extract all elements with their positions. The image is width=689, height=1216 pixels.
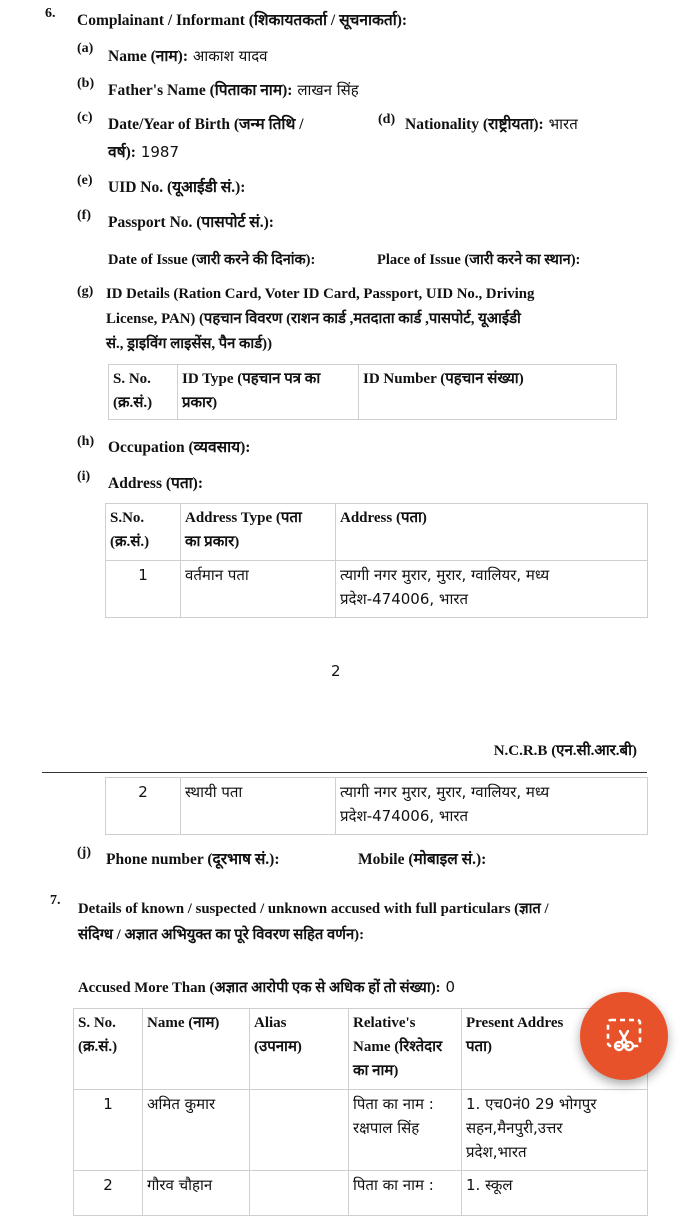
nationality-value: भारत <box>548 115 578 133</box>
accused-relative-line1: पिता का नाम : <box>353 1176 434 1194</box>
dob-value: 1987 <box>140 143 180 161</box>
address-type: वर्तमान पता <box>181 561 336 618</box>
id-details-line2: License, PAN) (पहचान विवरण (राशन कार्ड ,मतदाता कार्ड ,पासपोर्ट, यूआईडी <box>106 311 521 327</box>
th-sno: S. No. <box>78 1015 116 1031</box>
accused-relative-line1: पिता का नाम : <box>353 1095 434 1113</box>
passport-label: Passport No. (पासपोर्ट सं.): <box>108 214 274 231</box>
name-label: Name (नाम): <box>108 48 188 65</box>
section-7-number: 7. <box>50 893 61 908</box>
table-row <box>74 1090 648 1171</box>
section-7-title-line2: संदिग्ध / अज्ञात अभियुक्त का पूरे विवरण सहित वर्णन): <box>78 927 365 943</box>
item-g-marker: (g) <box>77 284 94 299</box>
th-id-type: ID Type (पहचान पत्र का <box>182 371 321 387</box>
th-relative-name: Relative's <box>353 1015 416 1031</box>
table-row <box>106 778 648 835</box>
address-line1: त्यागी नगर मुरार, मुरार, ग्वालियर, मध्य <box>340 566 550 584</box>
id-details-line3: सं., ड्राइविंग लाइसेंस, पैन कार्ड)) <box>106 336 273 352</box>
item-c-marker: (c) <box>77 110 93 125</box>
table-row <box>106 561 648 618</box>
accused-sno: 1 <box>74 1090 143 1171</box>
table-row <box>74 1171 648 1216</box>
item-d-marker: (d) <box>378 112 396 127</box>
address-line1: त्यागी नगर मुरार, मुरार, ग्वालियर, मध्य <box>340 783 550 801</box>
header-divider <box>42 772 647 773</box>
th-address-type: Address Type (पता <box>185 510 302 526</box>
ncrb-header: N.C.R.B (एन.सी.आर.बी) <box>493 743 637 759</box>
mobile-label: Mobile (मोबाइल सं.): <box>358 851 487 868</box>
accused-address-line1: 1. एच0नं0 29 भोगपुर <box>466 1095 597 1113</box>
th-address: Address (पता) <box>340 510 427 526</box>
address-line2: प्रदेश-474006, भारत <box>340 590 469 608</box>
table-header-row: S. No. (क्र.सं.) ID Type (पहचान पत्र का प्रकार) ID Number (पहचान संख्या) <box>109 365 617 420</box>
accused-alias <box>250 1090 349 1171</box>
name-value: आकाश यादव <box>192 47 268 65</box>
item-a-marker: (a) <box>77 41 94 56</box>
address-sno: 2 <box>106 778 181 835</box>
accused-table <box>73 1008 648 1216</box>
address-line2: प्रदेश-474006, भारत <box>340 807 469 825</box>
th-present-address: Present Addres <box>466 1015 564 1031</box>
screenshot-scissors-icon <box>604 1016 644 1056</box>
item-j-marker: (j) <box>77 845 91 860</box>
dob-label-line2: वर्ष): <box>108 144 136 161</box>
id-details-line1: ID Details (Ration Card, Voter ID Card, Passport, UID No., Driving <box>106 286 535 302</box>
address-type: स्थायी पता <box>181 778 336 835</box>
id-details-table <box>108 364 617 420</box>
occupation-label: Occupation (व्यवसाय): <box>108 439 251 456</box>
address-sno: 1 <box>106 561 181 618</box>
uid-label: UID No. (यूआईडी सं.): <box>108 179 246 196</box>
th-alias: Alias <box>254 1015 287 1031</box>
accused-name: अमित कुमार <box>143 1090 250 1171</box>
th-sno: S.No. <box>110 510 145 526</box>
item-h-marker: (h) <box>77 434 95 449</box>
father-name-label: Father's Name (पिताका नाम): <box>108 82 293 99</box>
table-header-row: S.No. (क्र.सं.) Address Type (पता का प्रकार) Address (पता) <box>106 504 648 561</box>
accused-relative-line2: रक्षपाल सिंह <box>353 1119 420 1137</box>
section-6-title: Complainant / Informant (शिकायतकर्ता / सूचनाकर्ता): <box>77 12 408 29</box>
item-f-marker: (f) <box>77 208 91 223</box>
accused-alias <box>250 1171 349 1216</box>
address-table-continued <box>105 777 648 835</box>
accused-address-line1: 1. स्कूल <box>466 1176 513 1194</box>
th-id-number: ID Number (पहचान संख्या) <box>363 371 524 387</box>
accused-sno: 2 <box>74 1171 143 1216</box>
date-of-issue-label: Date of Issue (जारी करने की दिनांक): <box>108 252 316 268</box>
nationality-label: Nationality (राष्ट्रीयता): <box>405 116 544 133</box>
table-header-row: S. No. (क्र.सं.) Name (नाम) Alias (उपनाम) Relative's Name (रिश्तेदार का नाम) Present Addres पता) <box>74 1009 648 1090</box>
section-7-title-line1: Details of known / suspected / unknown accused with full particulars (ज्ञात / <box>78 901 549 917</box>
address-label: Address (पता): <box>108 475 203 492</box>
item-e-marker: (e) <box>77 173 93 188</box>
accused-address-line3: प्रदेश,भारत <box>466 1143 527 1161</box>
place-of-issue-label: Place of Issue (जारी करने का स्थान): <box>377 252 581 268</box>
document-page-2 <box>0 700 689 1200</box>
screenshot-edit-button[interactable] <box>580 992 668 1080</box>
item-b-marker: (b) <box>77 76 95 91</box>
th-sno: S. No. <box>113 371 151 387</box>
phone-label: Phone number (दूरभाष सं.): <box>106 851 280 868</box>
accused-address-line2: सहन,मैनपुरी,उत्तर <box>466 1119 563 1137</box>
page-number: 2 <box>331 662 341 680</box>
dob-label-line1: Date/Year of Birth (जन्म तिथि / <box>108 116 304 133</box>
section-6-number: 6. <box>45 6 56 21</box>
item-i-marker: (i) <box>77 469 91 484</box>
father-name-value: लाखन सिंह <box>297 81 359 99</box>
th-name: Name (नाम) <box>147 1015 220 1031</box>
accused-more-than-label: Accused More Than (अज्ञात आरोपी एक से अधिक हों तो संख्या): <box>78 980 441 996</box>
accused-name: गौरव चौहान <box>143 1171 250 1216</box>
address-table <box>105 503 648 618</box>
accused-more-than-value: 0 <box>445 978 456 996</box>
